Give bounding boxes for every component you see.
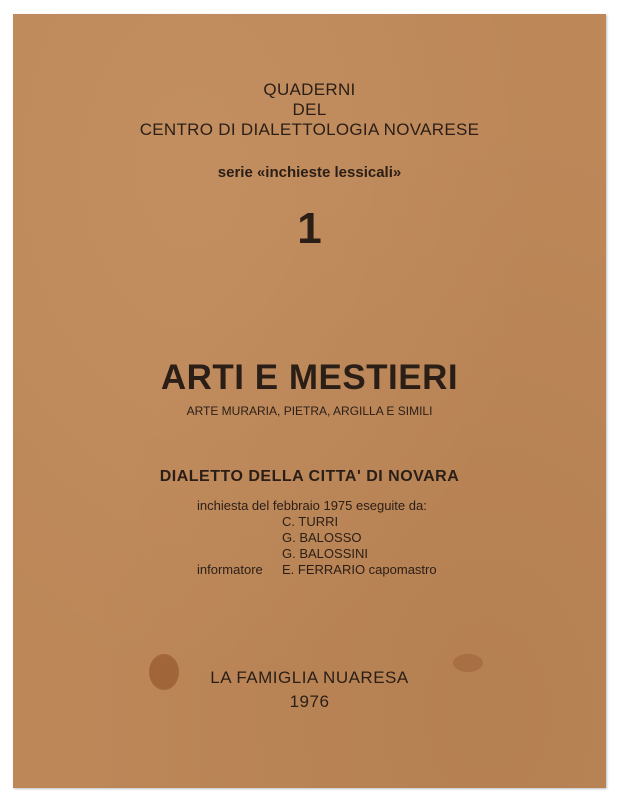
book-subtitle: ARTE MURARIA, PIETRA, ARGILLA E SIMILI — [186, 404, 433, 418]
series-line-1: QUADERNI — [263, 80, 356, 99]
series-line-2: DEL — [292, 100, 327, 119]
informant-label: informatore — [197, 562, 263, 577]
serie-label: serie «inchieste lessicali» — [217, 164, 402, 181]
author-3: G. BALOSSINI — [282, 546, 368, 561]
stain — [453, 654, 483, 672]
dialect-heading: DIALETTO DELLA CITTA' DI NOVARA — [159, 468, 460, 485]
publication-year: 1976 — [289, 692, 330, 711]
survey-intro: inchiesta del febbraio 1975 eseguite da: — [197, 498, 427, 513]
informant-name: E. FERRARIO capomastro — [282, 562, 437, 577]
author-1: C. TURRI — [282, 514, 339, 529]
stain — [149, 654, 179, 690]
book-title: ARTI E MESTIERI — [160, 358, 459, 397]
series-line-3: CENTRO DI DIALETTOLOGIA NOVARESE — [139, 120, 480, 139]
publisher: LA FAMIGLIA NUARESA — [210, 668, 409, 687]
book-cover — [13, 14, 606, 788]
author-2: G. BALOSSO — [282, 530, 362, 545]
volume-number: 1 — [297, 204, 322, 253]
